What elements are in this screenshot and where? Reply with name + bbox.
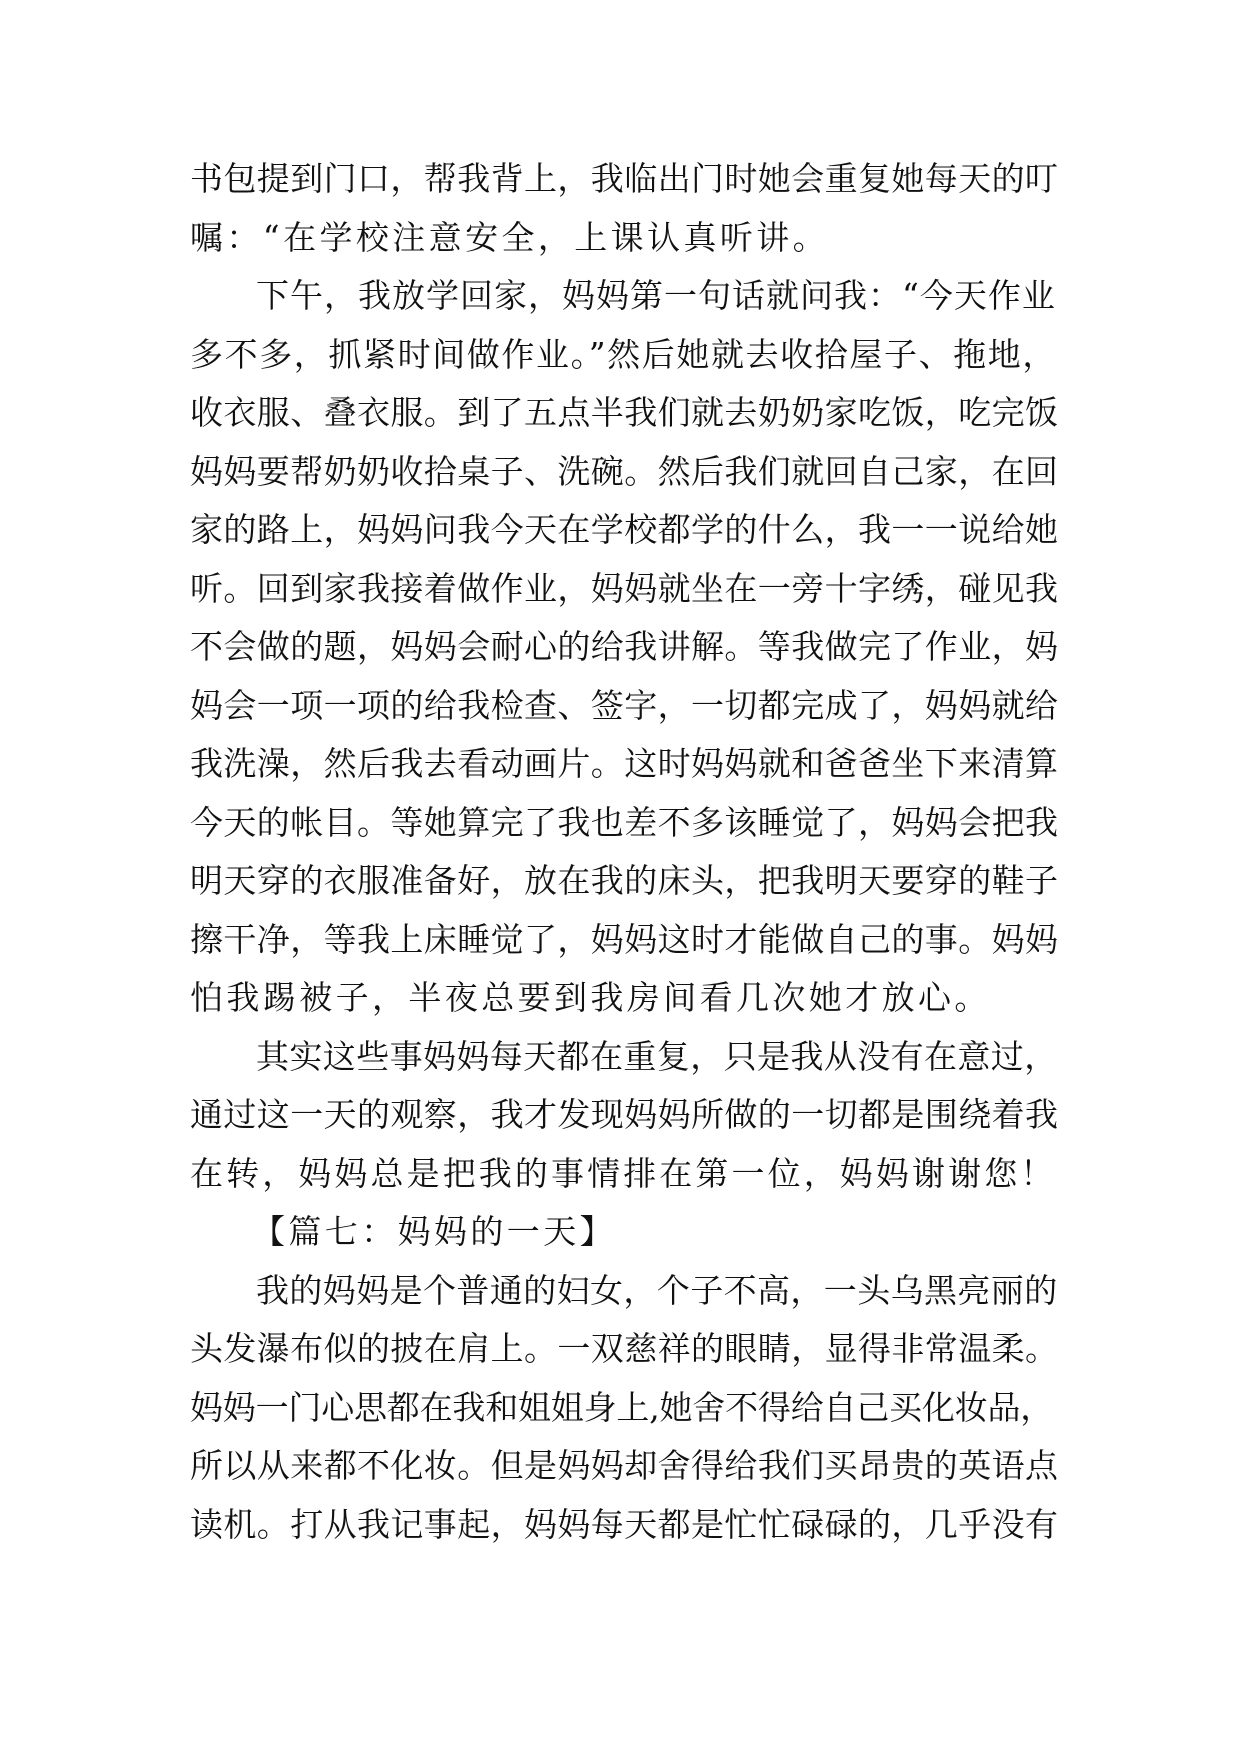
- text-line: 怕我踢被子，半夜总要到我房间看几次她才放心。: [190, 978, 991, 1017]
- text-line: 所以从来都不化妆。但是妈妈却舍得给我们买昂贵的英语点: [190, 1446, 1059, 1485]
- text-line: 头发瀑布似的披在肩上。一双慈祥的眼睛，显得非常温柔。: [190, 1329, 1059, 1368]
- text-line: 多不多，抓紧时间做作业。”然后她就去收拾屋子、拖地，: [190, 334, 1057, 374]
- paragraph-start-line: 我的妈妈是个普通的妇女，个子不高，一头乌黑亮丽的: [256, 1270, 1058, 1310]
- paragraph-start-line: 其实这些事妈妈每天都在重复，只是我从没有在意过，: [256, 1036, 1058, 1076]
- text-line: 嘱：“在学校注意安全，上课认真听讲。: [190, 217, 830, 257]
- text-line: 听。回到家我接着做作业，妈妈就坐在一旁十字绣，碰见我: [190, 568, 1059, 608]
- text-line: 通过这一天的观察，我才发现妈妈所做的一切都是围绕着我: [190, 1095, 1059, 1134]
- paragraph-start-line: 下午，我放学回家，妈妈第一句话就问我：“今天作业: [256, 276, 1056, 315]
- text-line: 书包提到门口，帮我背上，我临出门时她会重复她每天的叮: [190, 159, 1059, 198]
- text-line: 我洗澡，然后我去看动画片。这时妈妈就和爸爸坐下来清算: [190, 744, 1059, 783]
- text-line: 妈会一项一项的给我检查、签字，一切都完成了，妈妈就给: [190, 685, 1059, 725]
- section-heading: 【篇七：妈妈的一天】: [252, 1212, 616, 1251]
- text-line: 不会做的题，妈妈会耐心的给我讲解。等我做完了作业，妈: [190, 627, 1059, 666]
- text-line: 读机。打从我记事起，妈妈每天都是忙忙碌碌的，几乎没有: [190, 1504, 1059, 1544]
- body-text: [190, 150, 1060, 1554]
- text-line: 收衣服、叠衣服。到了五点半我们就去奶奶家吃饭，吃完饭: [190, 393, 1059, 432]
- text-line: 妈妈要帮奶奶收拾桌子、洗碗。然后我们就回自己家，在回: [190, 451, 1059, 491]
- text-line: 今天的帐目。等她算完了我也差不多该睡觉了，妈妈会把我: [190, 802, 1059, 842]
- text-line: 在转，妈妈总是把我的事情排在第一位，妈妈谢谢您！: [190, 1153, 1057, 1193]
- text-line: 家的路上，妈妈问我今天在学校都学的什么，我一一说给她: [190, 510, 1059, 549]
- text-line: 明天穿的衣服准备好，放在我的床头，把我明天要穿的鞋子: [190, 861, 1059, 900]
- text-line: 擦干净，等我上床睡觉了，妈妈这时才能做自己的事。妈妈: [190, 919, 1059, 959]
- text-line: 妈妈一门心思都在我和姐姐身上,她舍不得给自己买化妆品，: [190, 1387, 1054, 1427]
